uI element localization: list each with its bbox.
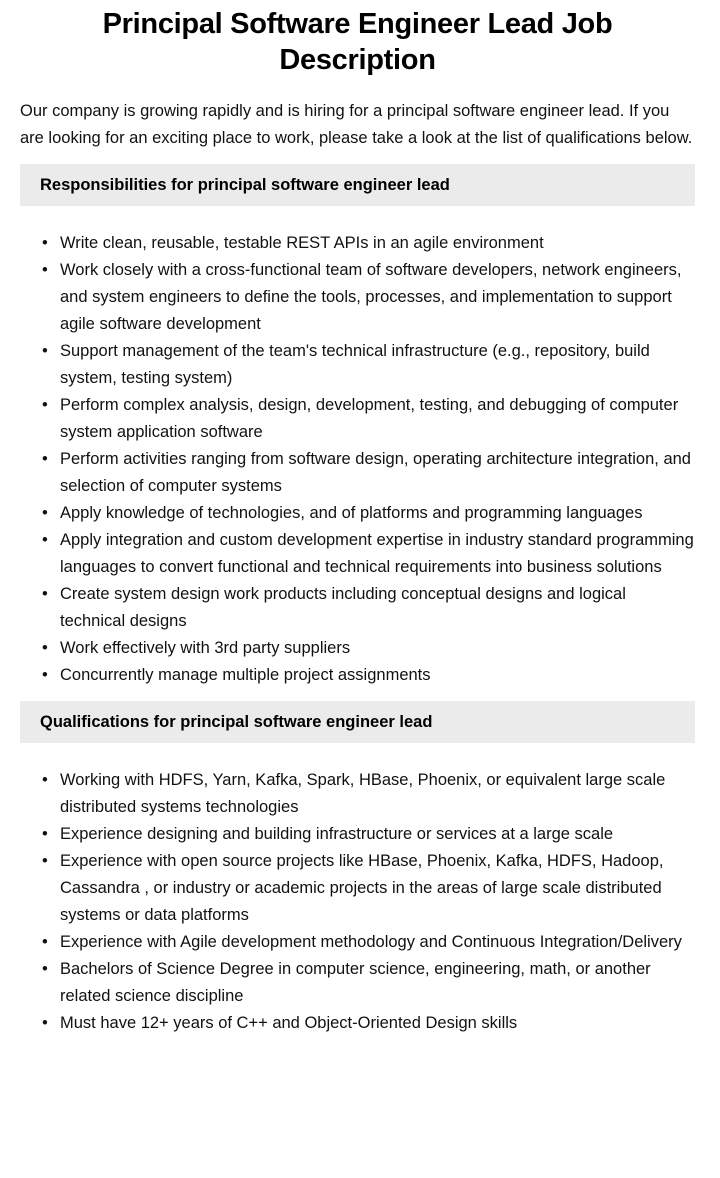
list-item: • Perform complex analysis, design, development, testing, and debugging of computer system application software (20, 392, 695, 446)
job-description-page (0, 6, 720, 1037)
list-item: • Create system design work products including conceptual designs and logical technical designs (20, 581, 695, 635)
responsibilities-section (20, 164, 695, 689)
qualifications-list (20, 767, 695, 1037)
list-item: • Concurrently manage multiple project assignments (20, 662, 695, 689)
list-item: • Must have 12+ years of C++ and Object-Oriented Design skills (20, 1010, 695, 1037)
list-item: • Bachelors of Science Degree in computer science, engineering, math, or another related science discipline (20, 956, 695, 1010)
responsibilities-list (20, 230, 695, 689)
qualifications-heading: Qualifications for principal software engineer lead (20, 701, 695, 743)
list-item: • Experience designing and building infrastructure or services at a large scale (20, 821, 695, 848)
list-item: • Working with HDFS, Yarn, Kafka, Spark, HBase, Phoenix, or equivalent large scale distributed systems technologies (20, 767, 695, 821)
list-item: • Apply knowledge of technologies, and of platforms and programming languages (20, 500, 695, 527)
responsibilities-heading: Responsibilities for principal software engineer lead (20, 164, 695, 206)
page-title: Principal Software Engineer Lead Job Description (102, 8, 613, 76)
list-item: • Support management of the team's technical infrastructure (e.g., repository, build system, testing system) (20, 338, 695, 392)
list-item: • Write clean, reusable, testable REST APIs in an agile environment (20, 230, 695, 257)
intro-paragraph: Our company is growing rapidly and is hiring for a principal software engineer lead. If you are looking for an exciting place to work, please take a look at the list of qualifications below. (20, 102, 693, 147)
list-item: • Work effectively with 3rd party suppliers (20, 635, 695, 662)
list-item: • Apply integration and custom development expertise in industry standard programming languages to convert functional and technical requirements into business solutions (20, 527, 695, 581)
list-item: • Experience with Agile development methodology and Continuous Integration/Delivery (20, 929, 695, 956)
qualifications-section (20, 701, 695, 1037)
list-item: • Work closely with a cross-functional team of software developers, network engineers, and system engineers to define the tools, processes, and implementation to support agile software development (20, 257, 695, 338)
list-item: • Experience with open source projects like HBase, Phoenix, Kafka, HDFS, Hadoop, Cassandra , or industry or academic projects in the areas of large scale distributed systems or data platforms (20, 848, 695, 929)
list-item: • Perform activities ranging from software design, operating architecture integration, and selection of computer systems (20, 446, 695, 500)
